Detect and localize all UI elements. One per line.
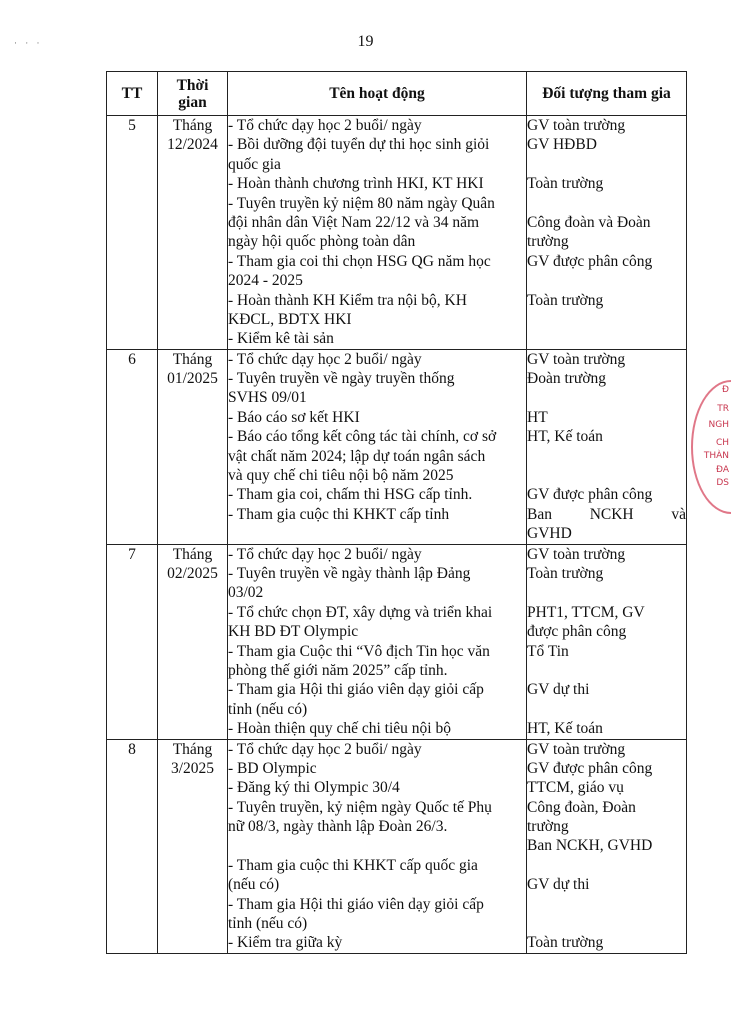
activity-line: - Hoàn thành chương trình HKI, KT HKI [228, 175, 484, 193]
activity-line: - Tổ chức dạy học 2 buổi/ ngày [228, 740, 422, 758]
activity-line: - Báo cáo sơ kết HKI [228, 408, 360, 426]
activity-line: nữ 08/3, ngày thành lập Đoàn 26/3. [228, 818, 448, 836]
row-participants [527, 739, 687, 953]
participant-line [527, 583, 686, 602]
activity-line: SVHS 09/01 [228, 389, 307, 407]
participant-line: Công đoàn và Đoàn [527, 213, 651, 231]
activity-line: KĐCL, BDTX HKI [228, 310, 352, 328]
activity-line: (nếu có) [228, 876, 280, 894]
participant-line: Ban NCKH, GVHD [527, 837, 653, 855]
row-number: 7 [107, 544, 158, 739]
participant-line: HT, Kế toán [527, 720, 603, 738]
row-participants [527, 544, 687, 739]
participant-line: GV được phân công [527, 759, 653, 777]
activity-line: - Tổ chức chọn ĐT, xây dựng và triển khai [228, 603, 493, 621]
activity-line: tỉnh (nếu có) [228, 700, 308, 718]
row-time [158, 116, 228, 350]
participant-line [527, 155, 686, 174]
participant-line: GV toàn trường [527, 545, 626, 563]
activity-line: - Tuyên truyền kỷ niệm 80 năm ngày Quân [228, 194, 495, 212]
header-activity: Tên hoạt động [228, 72, 527, 116]
activity-line: 03/02 [228, 584, 264, 602]
participant-line: GV dự thi [527, 681, 590, 699]
table-row [107, 349, 687, 544]
participant-line: Công đoàn, Đoàn [527, 798, 636, 816]
table-row [107, 739, 687, 953]
activity-line: - Tổ chức dạy học 2 buổi/ ngày [228, 545, 422, 563]
activity-line: 2024 - 2025 [228, 272, 303, 290]
time-line: Tháng [172, 545, 213, 563]
activity-line: tỉnh (nếu có) [228, 915, 308, 933]
row-participants [527, 349, 687, 544]
activity-plan-table [106, 71, 687, 954]
activity-line: - BD Olympic [228, 759, 317, 777]
activity-line: - Hoàn thiện quy chế chi tiêu nội bộ [228, 720, 451, 738]
table-body [107, 116, 687, 954]
header-time-line2: gian [178, 93, 207, 111]
row-time [158, 349, 228, 544]
activity-line: phòng thế giới năm 2025” cấp tỉnh. [228, 661, 448, 679]
participant-line [527, 329, 686, 348]
activity-line: - Tổ chức dạy học 2 buổi/ ngày [228, 350, 422, 368]
header-participants: Đối tượng tham gia [527, 72, 687, 116]
participant-line: PHT1, TTCM, GV [527, 603, 645, 621]
participant-line [527, 310, 686, 329]
participant-line: Tổ Tin [527, 642, 569, 660]
participant-line: GV được phân công [527, 486, 653, 504]
activity-line: - Tham gia coi, chấm thi HSG cấp tỉnh. [228, 486, 473, 504]
participant-line [527, 271, 686, 290]
participant-line: Toàn trường [527, 175, 604, 193]
activity-line: - Tuyên truyền, kỷ niệm ngày Quốc tế Phụ [228, 798, 492, 816]
table-row [107, 544, 687, 739]
header-time-line1: Thời [176, 76, 209, 94]
participant-line [527, 856, 686, 875]
activity-line: - Kiểm tra giữa kỳ [228, 934, 343, 952]
participant-line: GV toàn trường [527, 740, 626, 758]
activity-line: KH BD ĐT Olympic [228, 623, 359, 641]
activity-line: - Tham gia cuộc thi KHKT cấp tỉnh [228, 505, 450, 523]
row-number: 6 [107, 349, 158, 544]
participant-line: GV HĐBD [527, 136, 597, 154]
participant-line: GVHD [527, 525, 572, 543]
activity-line: - Báo cáo tổng kết công tác tài chính, cơ sở [228, 428, 497, 446]
row-time [158, 739, 228, 953]
activity-line: quốc gia [228, 155, 281, 173]
header-tt: TT [107, 72, 158, 116]
participant-line: Toàn trường [527, 291, 604, 309]
table-row [107, 116, 687, 350]
time-line: 01/2025 [167, 370, 218, 388]
activity-line: vật chất năm 2024; lập dự toán ngân sách [228, 447, 486, 465]
participant-line [527, 895, 686, 914]
participant-line: được phân công [527, 623, 627, 641]
participant-line [527, 661, 686, 680]
activity-line: đội nhân dân Việt Nam 22/12 và 34 năm [228, 213, 480, 231]
time-line: 12/2024 [167, 136, 218, 154]
row-activities [228, 739, 527, 953]
participant-line [527, 388, 686, 407]
participant-line: trường [527, 233, 569, 251]
time-line: Tháng [172, 740, 213, 758]
participant-line: trường [527, 818, 569, 836]
activity-line [228, 836, 526, 855]
header-time [158, 72, 228, 116]
activity-line: - Tuyên truyền về ngày thành lập Đảng [228, 564, 471, 582]
row-number: 8 [107, 739, 158, 953]
seal-letter: CH [715, 438, 729, 448]
activity-line: - Tham gia Hội thi giáo viên dạy giỏi cấp [228, 681, 484, 699]
activity-line: ngày hội quốc phòng toàn dân [228, 233, 416, 251]
activity-line: - Kiểm kê tài sản [228, 330, 334, 348]
participant-line: Ban NCKH và [527, 505, 686, 523]
row-number: 5 [107, 116, 158, 350]
participant-line [527, 194, 686, 213]
activity-line: - Hoàn thành KH Kiểm tra nội bộ, KH [228, 291, 467, 309]
seal-letter: THÀN [703, 451, 729, 461]
activity-line: - Tuyên truyền về ngày truyền thống [228, 370, 455, 388]
activity-line: - Tham gia cuộc thi KHKT cấp quốc gia [228, 856, 478, 874]
seal-letter: Đ [722, 385, 729, 395]
participant-line: GV toàn trường [527, 117, 626, 134]
activity-line: - Tổ chức dạy học 2 buổi/ ngày [228, 117, 422, 134]
participant-line: HT, Kế toán [527, 428, 603, 446]
row-time [158, 544, 228, 739]
seal-letter: TR [717, 404, 729, 414]
participant-line: HT [527, 408, 548, 426]
activity-line [228, 524, 526, 543]
seal-letter: DS [716, 478, 729, 488]
page-number: 19 [357, 33, 374, 50]
participant-line [527, 700, 686, 719]
activity-line: - Tham gia Cuộc thi “Vô địch Tin học văn [228, 642, 490, 660]
row-participants [527, 116, 687, 350]
time-line: Tháng [172, 350, 213, 368]
participant-line: GV dự thi [527, 876, 590, 894]
time-line: 02/2025 [167, 564, 218, 582]
participant-line [527, 466, 686, 485]
row-activities [228, 544, 527, 739]
participant-line [527, 447, 686, 466]
participant-line [527, 914, 686, 933]
participant-line: Toàn trường [527, 564, 604, 582]
activity-line: và quy chế chi tiêu nội bộ năm 2025 [228, 467, 454, 485]
scan-specks: · · · [14, 38, 43, 48]
time-line: 3/2025 [170, 759, 215, 777]
activity-line: - Bồi dưỡng đội tuyển dự thi học sinh giỏi [228, 136, 490, 154]
seal-letter: NGH [708, 420, 729, 430]
activity-line: - Tham gia coi thi chọn HSG QG năm học [228, 252, 491, 270]
participant-line: GV được phân công [527, 252, 653, 270]
row-activities [228, 116, 527, 350]
participant-line: TTCM, giáo vụ [527, 779, 624, 797]
participant-line: Toàn trường [527, 934, 604, 952]
time-line: Tháng [172, 117, 213, 134]
seal-letter: ĐA [716, 465, 729, 475]
table-header-row [107, 72, 687, 116]
row-activities [228, 349, 527, 544]
activity-line: - Đăng ký thi Olympic 30/4 [228, 779, 400, 797]
participant-line: GV toàn trường [527, 350, 626, 368]
participant-line: Đoàn trường [527, 370, 607, 388]
activity-line: - Tham gia Hội thi giáo viên dạy giỏi cấp [228, 895, 484, 913]
